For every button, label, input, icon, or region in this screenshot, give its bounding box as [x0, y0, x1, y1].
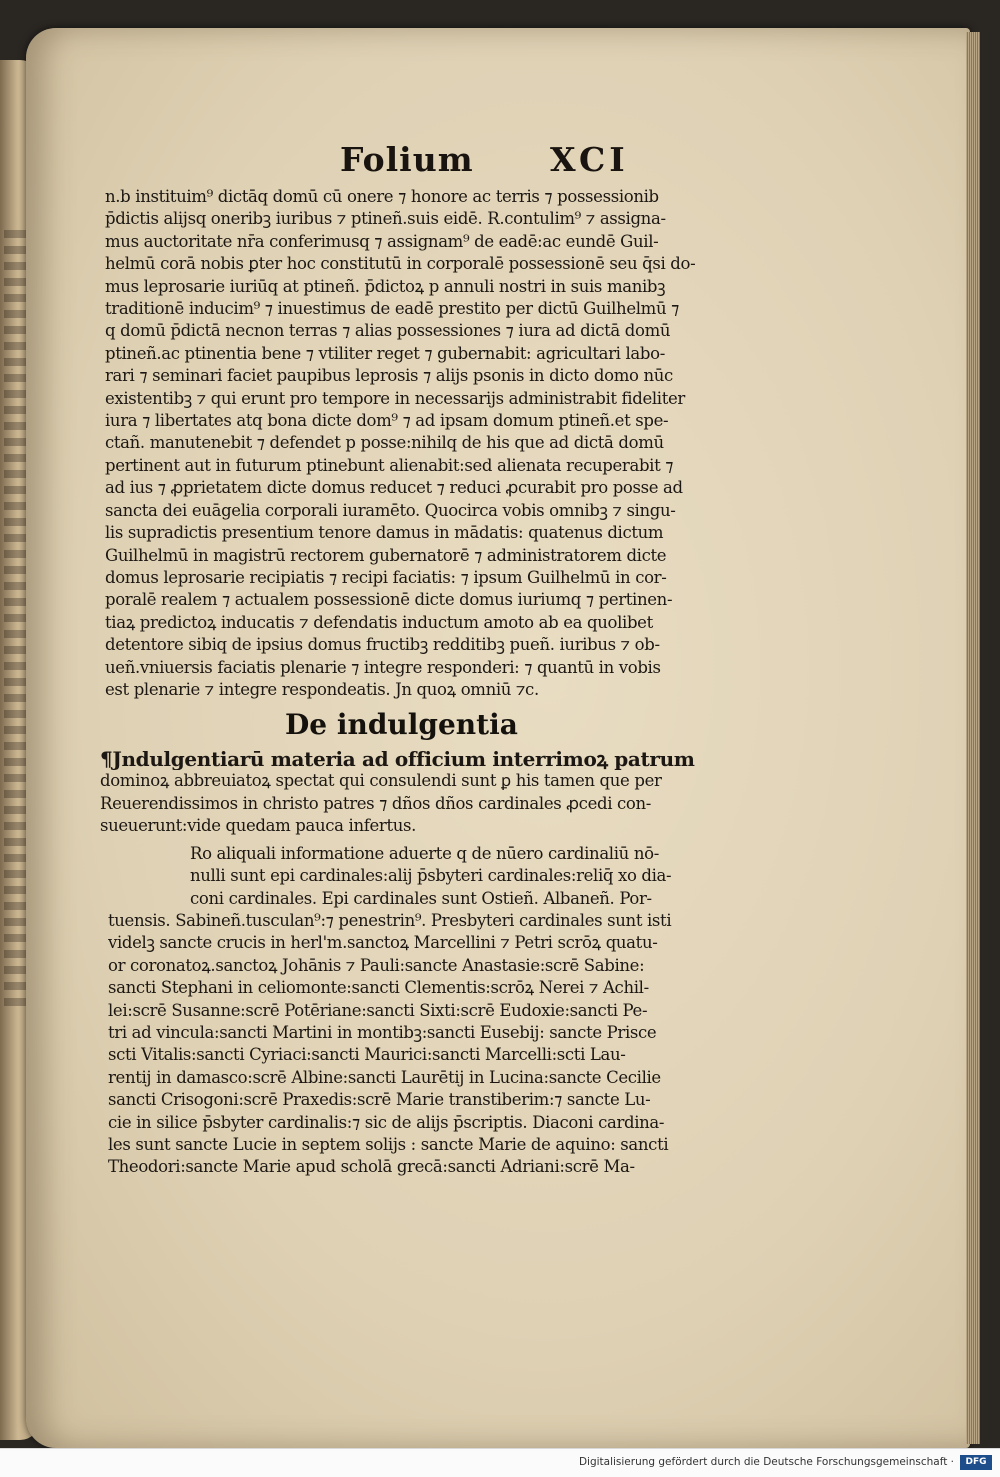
page-stack-edge [966, 32, 980, 1444]
running-head [340, 140, 660, 180]
text-line: sueuerunt:vide quedam pauca infertus. [100, 816, 417, 836]
text-line: p̄dictis alijsq oneribꝫ iuribus ⁊ ptineñ.suis eidē. R.contulim⁹ ⁊ assigna- [105, 209, 666, 229]
text-line: rari ⁊ seminari faciet paupibus leprosis ⁊ alijs psonis in dicto domo nūc [105, 366, 673, 386]
text-line: ptineñ.ac ptinentia bene ⁊ vtiliter reget ⁊ gubernabit: agricultari labo- [105, 343, 665, 363]
text-line: domus leprosarie recipiatis ⁊ recipi faciatis: ⁊ ipsum Guilhelmū in cor- [105, 567, 667, 587]
viewer-footer [0, 1448, 1000, 1477]
text-line: est plenarie ⁊ integre respondeatis. Jn quoꝝ omniū ⁊c. [105, 679, 539, 699]
text-line: iura ⁊ libertates atq bona dicte dom⁹ ⁊ ad ipsam domum ptineñ.et spe- [105, 411, 669, 431]
text-line: tuensis. Sabineñ.tusculan⁹:⁊ penestrin⁹. Presbyteri cardinales sunt isti [108, 911, 672, 930]
funding-credit: Digitalisierung gefördert durch die Deutsche Forschungsgemeinschaft · [578, 1456, 954, 1468]
folio-number: XCI [550, 140, 629, 179]
running-head-word: Folium [340, 140, 474, 179]
text-line: sancti Crisogoni:scrē Praxedis:scrē Marie transtiberim:⁊ sancte Lu- [108, 1090, 651, 1110]
section-intro-first-line: ¶Jndulgentiarū materia ad officium interrimoꝝ patrum [100, 748, 695, 771]
text-line: lei:scrē Susanne:scrē Potēriane:sancti Sixti:scrē Eudoxie:sancti Pe- [108, 1000, 648, 1020]
section-intro-block [100, 748, 762, 838]
text-line: scti Vitalis:sancti Cyriaci:sancti Maurici:sancti Marcelli:scti Lau- [108, 1045, 626, 1065]
text-line: Guilhelmū in magistrū rectorem gubernatorē ⁊ administratorem dicte [105, 545, 667, 565]
text-line: Reuerendissimos in christo patres ⁊ dños dños cardinales ꝓcedi con- [100, 793, 651, 813]
text-line: rentij in damasco:scrē Albine:sancti Laurētij in Lucina:sancte Cecilie [108, 1067, 661, 1087]
text-line: lis supradictis presentium tenore damus in mādatis: quatenus dictum [105, 523, 664, 543]
text-line: or coronatoꝝ.sanctoꝝ Johānis ⁊ Pauli:sancte Anastasie:scrē Sabine: [108, 955, 645, 975]
text-line: sancti Stephani in celiomonte:sancti Clementis:scrōꝝ Nerei ⁊ Achil- [108, 978, 649, 998]
text-line: coni cardinales. Epi cardinales sunt Ostieñ. Albaneñ. Por- [190, 888, 652, 908]
text-line: poralē realem ⁊ actualem possessionē dicte domus iuriumq ⁊ pertinen- [105, 590, 673, 610]
text-line: cie in silice p̄sbyter cardinalis:⁊ sic de alijs p̄scriptis. Diaconi cardina- [108, 1112, 665, 1132]
section-heading: De indulgentia [285, 708, 518, 741]
text-line: ad ius ⁊ ꝓprietatem dicte domus reducet ⁊ reduci ꝓcurabit pro posse ad [105, 478, 683, 498]
text-line: Ro aliquali informatione aduerte q de nūero cardinaliū nō- [190, 844, 659, 863]
main-text-block [105, 186, 760, 701]
indented-paragraph-block [190, 843, 762, 910]
text-line: les sunt sancte Lucie in septem solijs : sancte Marie de aquino: sancti [108, 1135, 669, 1155]
text-line: sancta dei euāgelia corporali iuramēto. Quocirca vobis omnibꝫ ⁊ singu- [105, 500, 676, 520]
text-line: ctañ. manutenebit ⁊ defendet p posse:nihilq de his que ad dictā domū [105, 433, 664, 453]
text-line: mus auctoritate nr̄a conferimusq ⁊ assignam⁹ de eadē:ac eundē Guil- [105, 231, 659, 251]
dfg-logo: DFG [960, 1455, 992, 1470]
text-line: tiaꝝ predictoꝝ inducatis ⁊ defendatis inductum amoto ab ea quolibet [105, 612, 653, 632]
text-line: detentore sibiq de ipsius domus fructibꝫ redditibꝫ pueñ. iuribus ⁊ ob- [105, 635, 660, 655]
text-line: videlꝫ sancte crucis in herl'm.sanctoꝝ Marcellini ⁊ Petri scrōꝝ quatu- [108, 933, 658, 953]
text-line: nulli sunt epi cardinales:alij p̄sbyteri cardinales:reliq̄ xo dia- [190, 866, 672, 886]
text-line: Theodori:sancte Marie apud scholā grecā:sancti Adriani:scrē Ma- [108, 1157, 635, 1177]
text-line: existentibꝫ ⁊ qui erunt pro tempore in necessarijs administrabit fideliter [105, 388, 685, 408]
text-line: dominoꝝ abbreuiatoꝝ spectat qui consulendi sunt ꝑ his tamen que per [100, 771, 662, 791]
text-line: q domū p̄dictā necnon terras ⁊ alias possessiones ⁊ iura ad dictā domū [105, 321, 671, 341]
text-line: helmū corā nobis ꝑter hoc constitutū in corporalē possessionē seu q̄si do- [105, 254, 696, 274]
cardinals-list-block [108, 910, 762, 1179]
text-line: pertinent aut in futurum ptinebunt alienabit:sed alienata recuperabit ⁊ [105, 455, 674, 475]
text-line: n.b instituim⁹ dictāq domū cū onere ⁊ honore ac terris ⁊ possessionib [105, 187, 659, 206]
text-line: ueñ.vniuersis faciatis plenarie ⁊ integre responderi: ⁊ quantū in vobis [105, 657, 661, 677]
text-line: tri ad vincula:sancti Martini in montibꝫ:sancti Eusebij: sancte Prisce [108, 1023, 657, 1043]
text-line: mus leprosarie iuriūq at ptineñ. p̄dictoꝝ p annuli nostri in suis manibꝫ [105, 276, 666, 296]
text-line: traditionē inducim⁹ ⁊ inuestimus de eadē prestito per dictū Guilhelmū ⁊ [105, 299, 679, 319]
